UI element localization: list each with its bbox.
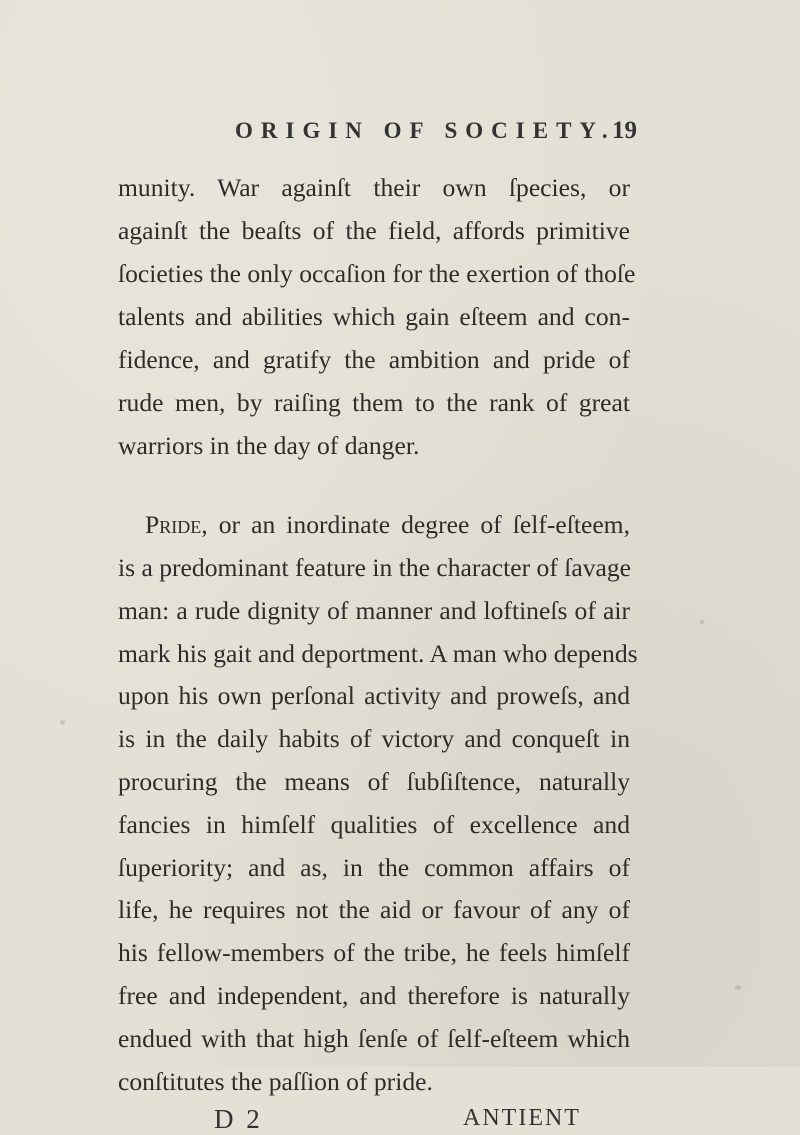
body-line: againſt the beaſts of the field, affords primitive [118,216,630,245]
body-line: ſocieties the only occaſion for the exertion of thoſe [118,259,636,288]
catchword: ANTIENT [463,1104,581,1131]
body-line: is in the daily habits of victory and conqueſt in [118,724,630,754]
body-line: warriors in the day of danger. [118,431,420,460]
signature-mark: D 2 [214,1103,263,1134]
paper-speck [735,985,741,990]
body-line: endued with that high ſenſe of ſelf-eſteem which [118,1023,630,1053]
body-line: procuring the means of ſubſiſtence, naturally [118,767,630,796]
paragraph-opening-line [145,505,630,545]
body-line: mark his gait and deportment. A man who depends [118,638,638,668]
body-line: ſuperiority; and as, in the common affairs of [118,852,630,882]
body-line: man: a rude dignity of manner and loftineſs of air [118,595,630,625]
body-line: is a predominant feature in the character of ſavage [118,553,632,582]
body-line: life, he requires not the aid or favour of any of [118,895,630,925]
body-line: upon his own perſonal activity and proweſs, and [118,681,630,711]
body-line: his fellow-members of the tribe, he feels himſelf [118,938,630,968]
paper-speck [60,720,65,725]
body-line-text: or an inordinate degree of ſelf-eſteem, [218,510,630,539]
body-line: free and independent, and therefore is naturally [118,981,630,1010]
body-line: fidence, and gratify the ambition and pride of [118,345,630,374]
body-line: talents and abilities which gain eſteem and con- [118,302,630,331]
running-head: ORIGIN OF SOCIETY. [235,118,616,143]
body-line: rude men, by raiſing them to the rank of great [118,388,630,417]
body-line: munity. War againſt their own ſpecies, or [118,173,630,202]
paper-speck [700,620,704,624]
lead-word: Pride, [145,510,208,539]
page-number: 19 [612,117,637,144]
body-line: conſtitutes the paſſion of pride. [118,1066,433,1096]
body-line: fancies in himſelf qualities of excellence and [118,809,630,839]
